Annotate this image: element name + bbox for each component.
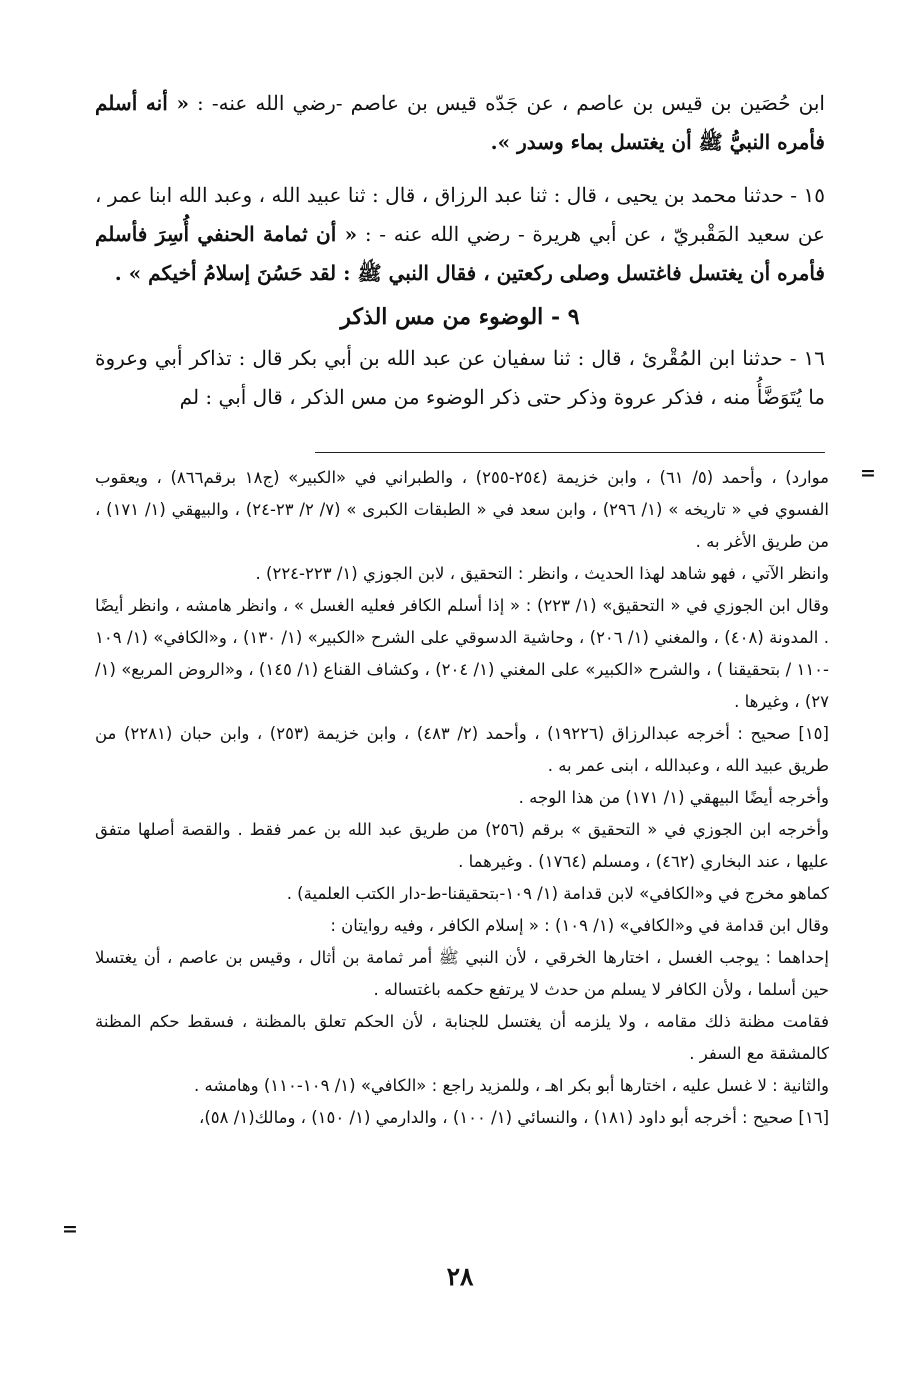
- footnote-paragraph: وانظر الآتي ، فهو شاهد لهذا الحديث ، وانظر : التحقيق ، لابن الجوزي (١/ ٢٢٣-٢٢٤) .: [255, 564, 829, 583]
- paragraph-hadith-15: [95, 176, 825, 293]
- footnotes: [95, 462, 829, 1134]
- footnote-paragraph: وقال ابن قدامة في و«الكافي» (١/ ١٠٩) : « إسلام الكافر ، وفيه روايتان :: [330, 916, 829, 935]
- page-number: ٢٨: [446, 1262, 474, 1291]
- footnote-paragraph: [١٦] صحيح : أخرجه أبو داود (١٨١) ، والنسائي (١/ ١٠٠) ، والدارمي (١/ ١٥٠) ، ومالك(١/ ٥٨)،: [199, 1108, 829, 1127]
- footnote-paragraph: والثانية : لا غسل عليه ، اختارها أبو بكر اهـ ، وللمزيد راجع : «الكافي» (١/ ١٠٩-١١٠) وهامشه .: [194, 1076, 829, 1095]
- section-heading: ٩ - الوضوء من مس الذكر: [340, 304, 580, 330]
- footnote-paragraph: وقال ابن الجوزي في « التحقيق» (١/ ٢٢٣) : « إذا أسلم الكافر فعليه الغسل » ، وانظر هامشه ، وانظر أيضًا . المدونة (٤٠٨) ، والمغني (١/ ٢٠٦) ، وحاشية الدسوقي على الشرح «الكبير» (١/ ١٣٠) ، و«الكافي» (١/ ١٠٩ -١١٠ / بتحقيقنا ) ، والشرح «الكبير» على المغني (١/ ٢٠٤) ، وكشاف القناع (١/ ١٤٥) ، و«الروض المربع» (١/ ٢٧) ، وغيرها .: [95, 596, 830, 711]
- hadith-matn: « أنه أسلم فأمره النبيُّ ﷺ أن يغتسل بماء وسدر ».: [95, 91, 825, 154]
- paragraph-text: ابن حُصَين بن قيس بن عاصم ، عن جَدّه قيس بن عاصم -رضي الله عنه- :: [188, 91, 825, 115]
- footnote-paragraph: كماهو مخرج في و«الكافي» لابن قدامة (١/ ١٠٩-بتحقيقنا-ط-دار الكتب العلمية) .: [286, 884, 829, 903]
- hadith-matn: « أن ثمامة الحنفي أُسِرَ فأسلم فأمره أن يغتسل فاغتسل وصلى ركعتين ، فقال النبي ﷺ : لقد حَسُنَ إسلامُ أخيكم » .: [95, 222, 825, 285]
- main-text: [95, 84, 825, 417]
- footnote-paragraph: إحداهما : يوجب الغسل ، اختارها الخرقي ، لأن النبي ﷺ أمر ثمامة بن أثال ، وقيس بن عاصم ، أن يغتسلا حين أسلما ، ولأن الكافر لا يسلم من حدث لا يرتفع حكمه باغتساله .: [95, 948, 829, 999]
- continuation-mark: =: [860, 462, 876, 484]
- footnote-paragraph: وأخرجه أيضًا البيهقي (١/ ١٧١) من هذا الوجه .: [518, 788, 829, 807]
- footnote-paragraph: [١٥] صحيح : أخرجه عبدالرزاق (١٩٢٢٦) ، وأحمد (٢/ ٤٨٣) ، وابن خزيمة (٢٥٣) ، وابن حبان (٢٢٨١) من طريق عبيد الله ، وعبدالله ، ابنى عمر به .: [95, 724, 829, 775]
- footnote-paragraph: موارد) ، وأحمد (٥/ ٦١) ، وابن خزيمة (٢٥٤-٢٥٥) ، والطبراني في «الكبير» (ج١٨ برقم٨٦٦) ، ويعقوب الفسوي في « تاريخه » (١/ ٢٩٦) ، وابن سعد في « الطبقات الكبرى » (٧/ ٢/ ٢٣-٢٤) ، والبيهقي (١/ ١٧١) ، من طريق الأغر به .: [95, 468, 829, 551]
- footnote-paragraph: وأخرجه ابن الجوزي في « التحقيق » برقم (٢٥٦) من طريق عبد الله بن عمر فقط . والقصة أصلها متفق عليها ، عند البخاري (٤٦٢) ، ومسلم (١٧٦٤) . وغيرهما .: [95, 820, 829, 871]
- footnote-separator: [315, 452, 825, 453]
- paragraph-hadith-16: ١٦ - حدثنا ابن المُقْرئ ، قال : ثنا سفيان عن عبد الله بن أبي بكر قال : تذاكر أبي وعروة ما يُتَوَضَّأُ منه ، فذكر عروة وذكر حتى ذكر الوضوء من مس الذكر ، قال أبي : لم: [95, 346, 825, 409]
- footnote-paragraph: فقامت مظنة ذلك مقامه ، ولا يلزمه أن يغتسل للجنابة ، لأن الحكم تعلق بالمظنة ، فسقط حكم المظنة كالمشقة مع السفر .: [95, 1012, 829, 1063]
- paragraph-hadith-14-end: [95, 84, 825, 162]
- continuation-mark-bottom: =: [62, 1218, 78, 1240]
- isnad-text: ١٥ - حدثنا محمد بن يحيى ، قال : ثنا عبد الرزاق ، قال : ثنا عبيد الله ، وعبد الله ابنا عمر ، عن سعيد المَقْبريّ ، عن أبي هريرة - رضي الله عنه - :: [95, 183, 825, 246]
